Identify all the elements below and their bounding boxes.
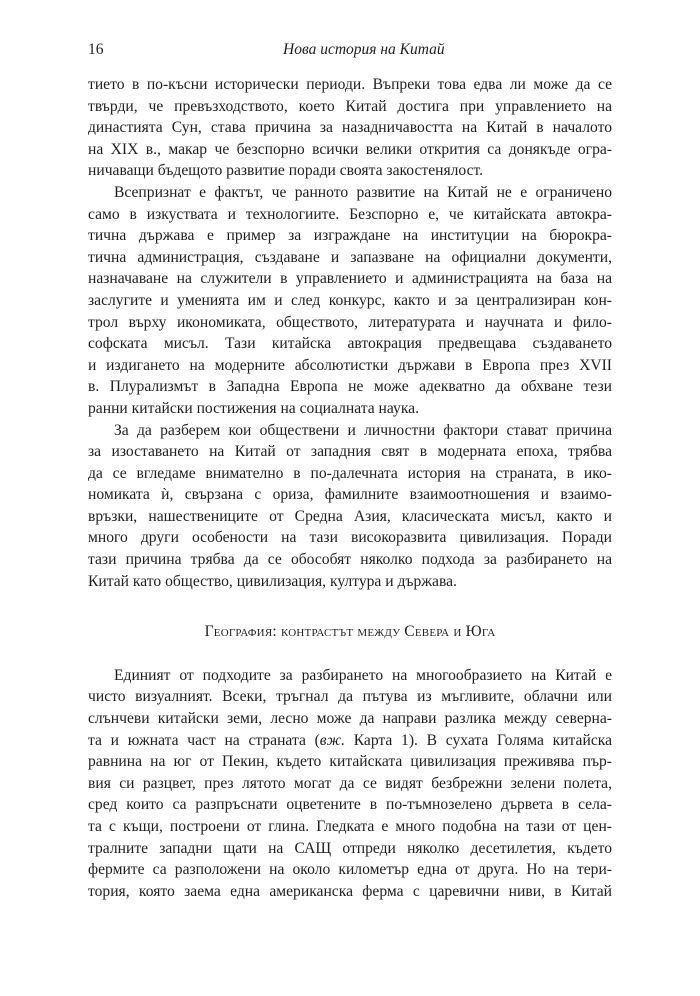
- text-line: да се вгледаме внимателно в по-далечната история на страната, в ико-: [88, 464, 612, 482]
- section-heading: География: контрастът между Севера и Юга: [204, 623, 496, 641]
- text-line: За да разберем кои обществени и личностни фактори стават причина: [114, 421, 612, 439]
- text-line: чисто визуалният. Всеки, тръгнал да пътува из мъгливите, облачни или: [88, 688, 612, 706]
- text-line: само в изкуствата и технологиите. Безспорно е, че китайската автокра-: [88, 205, 612, 223]
- text-line: тралните западни щати на САЩ отпреди няколко десетилетия, където: [88, 839, 612, 857]
- text-line: слънчеви китайски земи, лесно може да направи разлика между северна-: [88, 710, 612, 728]
- text-line: [88, 730, 612, 752]
- text-line: вия си разцвет, през лятото могат да се видят безбрежни зелени полета,: [88, 774, 612, 792]
- paragraph-4: [88, 665, 612, 903]
- text-line: тието в по-късни исторически периоди. Въпреки това едва ли може да се: [88, 76, 612, 93]
- text-segment: Карта 1). В сухата Голяма китайска: [344, 731, 612, 749]
- text-line: твърди, че превъзходството, което Китай достига при управлението на: [88, 97, 612, 115]
- text-line: та с къщи, построени от глина. Гледката е много подобна на тази от цен-: [88, 817, 612, 835]
- text-line: връзки, нашествениците от Средна Азия, класическата мисъл, както и: [88, 507, 612, 525]
- text-line: тория, която заема една американска ферма с царевични ниви, в Китай: [88, 882, 612, 900]
- paragraph-continued: [88, 74, 612, 182]
- text-line: в. Плурализмът в Западна Европа не може адекватно да обхване тези: [88, 378, 612, 396]
- text-line: ранни китайски постижения на социалната наука.: [88, 399, 419, 417]
- text-line: сред които са разпръснати оцветените в по-тъмнозелено дървета в села-: [88, 796, 612, 814]
- text-line: тична администрация, създаване и запазване на официални документи,: [88, 248, 612, 266]
- text-line: равнина на юг от Пекин, където китайската цивилизация преживява пър-: [88, 753, 612, 771]
- italic-abbreviation: вж.: [319, 731, 345, 749]
- text-line: ничаващи бъдещото развитие поради своята закостенялост.: [88, 162, 484, 180]
- text-line: номиката ѝ, свързана с ориза, фамилните взаимоотношения и взаимо-: [88, 486, 612, 504]
- page-number: 16: [88, 41, 104, 58]
- text-line: Всепризнат е фактът, че ранното развитие на Китай не е ограничено: [114, 183, 612, 201]
- text-line: на XIX в., макар че безспорно всички велики открития са донякъде огра-: [88, 140, 612, 158]
- text-line: фермите са разположени на около километър една от друга. Но на тери-: [88, 861, 612, 879]
- text-line: Единият от подходите за разбирането на многообразието на Китай е: [114, 666, 612, 684]
- body-text: [88, 74, 612, 902]
- text-line: династията Сун, става причина за назадничавостта на Китай в началото: [88, 119, 612, 137]
- text-line: заслугите и уменията им и след конкурс, както и за централизиран кон-: [88, 291, 612, 309]
- running-head: [88, 40, 612, 60]
- text-line: Китай като общество, цивилизация, култура и държава.: [88, 572, 457, 590]
- text-line: за изоставането на Китай от западния свят в модерната епоха, трябва: [88, 443, 612, 461]
- paragraph-3: [88, 420, 612, 593]
- text-line: трол върху икономиката, обществото, литературата и научната и фило-: [88, 313, 612, 331]
- text-line: назначаване на служители в управлението и администрацията на база на: [88, 270, 612, 288]
- running-title: Нова история на Китай: [283, 41, 445, 58]
- paragraph-2: [88, 182, 612, 420]
- text-line: софската мисъл. Тази китайска автокрация предвещава създаването: [88, 335, 612, 353]
- text-line: и издигането на модерните абсолютистки държави в Европа през XVII: [88, 356, 612, 374]
- text-segment: та и южната част на страната (: [88, 731, 320, 749]
- text-line: тази причина трябва да се обособят няколко подхода за разбирането на: [88, 551, 612, 569]
- text-line: много други особености на тази високоразвита цивилизация. Поради: [88, 529, 612, 547]
- text-line: тична държава е пример за изграждане на институции на бюрокра-: [88, 227, 612, 245]
